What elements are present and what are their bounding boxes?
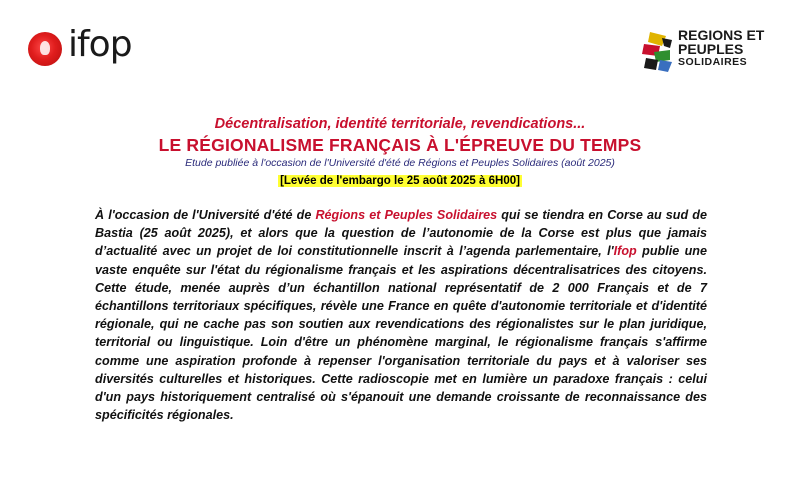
body-text-part1: À l'occasion de l'Université d'été de [95, 208, 316, 222]
rps-logo-line3: SOLIDAIRES [678, 56, 748, 68]
rps-logo-text [678, 28, 764, 68]
embargo-notice: [Levée de l'embargo le 25 août 2025 à 6H00] [280, 175, 520, 187]
rps-flag-icon [640, 30, 674, 74]
title-block [0, 114, 800, 190]
rps-logo [640, 26, 780, 78]
ifop-logo-icon [28, 32, 62, 66]
main-title: LE RÉGIONALISME FRANÇAIS À L'ÉPREUVE DU TEMPS [158, 135, 642, 155]
ifop-logo [28, 24, 148, 72]
body-text-part2: qui se tiendra en Corse au sud de Bastia (25 août 2025), et alors que la question de l’autonomie de la Corse est plus que jamais d’actualité avec un projet de loi constitutionnelle inscrit à l’agenda parlementaire, l' [95, 208, 707, 259]
body-paragraph [95, 206, 707, 424]
header [0, 0, 800, 100]
publication-note: Etude publiée à l'occasion de l'Université d'été de Régions et Peuples Solidaires (août 2025) [185, 157, 615, 169]
body-highlight-rps: Régions et Peuples Solidaires [315, 208, 498, 222]
rps-logo-line2: PEUPLES [678, 41, 744, 57]
rps-logo-line1: REGIONS ET [678, 27, 765, 43]
body-text-part3: publie une vaste enquête sur l'état du régionalisme français et les aspirations décentralisatrices des citoyens. Cette étude, menée auprès d’un échantillon national représentatif de 2 000 Français et de 7 échantillons territoriaux spécifiques, révèle une France en quête d'autonomie territoriale et d'identité régionale, qui ne cache pas son soutien aux revendications des régionalistes sur le plan juridique, territorial ou linguistique. Loin d'être un phénomène marginal, le régionalisme français s'affirme comme une aspiration profonde à repenser l'organisation territoriale du pays et à valoriser ses diversités culturelles et historiques. Cette radioscopie met en lumière un paradoxe français : celui d'un pays historiquement centralisé où s'épanouit une demande croissante de reconnaissance des spécificités régionales. [95, 244, 707, 423]
body-highlight-ifop: Ifop [613, 244, 637, 259]
embargo-line [0, 171, 800, 190]
subtitle: Décentralisation, identité territoriale, revendications... [214, 116, 586, 132]
ifop-logo-text: ifop [68, 24, 132, 65]
